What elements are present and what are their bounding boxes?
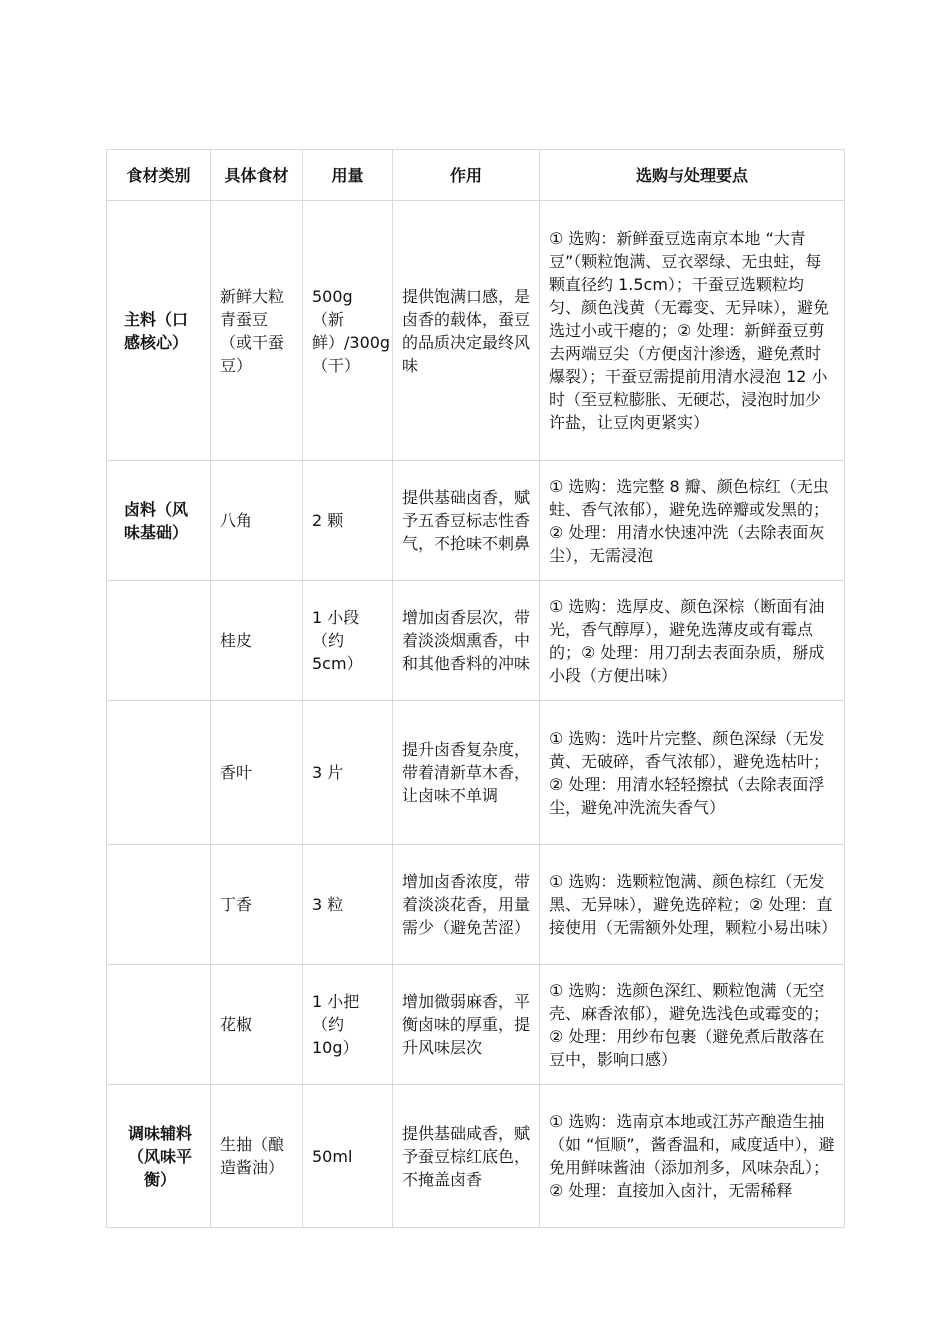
header-ingredient: 具体食材 xyxy=(211,150,303,201)
table-row xyxy=(107,965,845,1085)
tips-cell: ① 选购：选叶片完整、颜色深绿（无发黄、无破碎，香气浓郁），避免选枯叶；② 处理：用清水轻轻擦拭（去除表面浮尘，避免冲洗流失香气） xyxy=(540,701,845,845)
role-cell: 提供基础卤香，赋予五香豆标志性香气，不抢味不刺鼻 xyxy=(393,461,540,581)
amount-cell: 500g（新鲜）/300g（干） xyxy=(303,201,393,461)
role-cell: 提升卤香复杂度，带着清新草木香，让卤味不单调 xyxy=(393,701,540,845)
tips-cell: ① 选购：选厚皮、颜色深棕（断面有油光，香气醇厚），避免选薄皮或有霉点的；② 处理：用刀刮去表面杂质，掰成小段（方便出味） xyxy=(540,581,845,701)
amount-cell: 1 小把（约 10g） xyxy=(303,965,393,1085)
header-tips: 选购与处理要点 xyxy=(540,150,845,201)
table-row xyxy=(107,845,845,965)
amount-cell: 3 粒 xyxy=(303,845,393,965)
amount-cell: 2 颗 xyxy=(303,461,393,581)
table-row xyxy=(107,201,845,461)
table-header-row xyxy=(107,150,845,201)
category-cell xyxy=(107,701,211,845)
table-row xyxy=(107,581,845,701)
header-amount: 用量 xyxy=(303,150,393,201)
tips-cell: ① 选购：选南京本地或江苏产酿造生抽（如 “恒顺”，酱香温和，咸度适中），避免用鲜味酱油（添加剂多，风味杂乱）；② 处理：直接加入卤汁，无需稀释 xyxy=(540,1085,845,1228)
category-cell: 主料（口感核心） xyxy=(107,201,211,461)
ingredients-table xyxy=(106,149,845,1228)
category-cell xyxy=(107,581,211,701)
tips-cell: ① 选购：选颗粒饱满、颜色棕红（无发黑、无异味），避免选碎粒；② 处理：直接使用（无需额外处理，颗粒小易出味） xyxy=(540,845,845,965)
category-cell xyxy=(107,845,211,965)
category-cell xyxy=(107,965,211,1085)
amount-cell: 1 小段（约 5cm） xyxy=(303,581,393,701)
tips-cell: ① 选购：选颜色深红、颗粒饱满（无空壳、麻香浓郁），避免选浅色或霉变的；② 处理：用纱布包裹（避免煮后散落在豆中，影响口感） xyxy=(540,965,845,1085)
category-cell: 卤料（风味基础） xyxy=(107,461,211,581)
ingredient-cell: 新鲜大粒青蚕豆（或干蚕豆） xyxy=(211,201,303,461)
role-cell: 增加卤香层次，带着淡淡烟熏香，中和其他香料的冲味 xyxy=(393,581,540,701)
ingredient-cell: 桂皮 xyxy=(211,581,303,701)
amount-cell: 3 片 xyxy=(303,701,393,845)
role-cell: 提供饱满口感，是卤香的载体，蚕豆的品质决定最终风味 xyxy=(393,201,540,461)
category-cell: 调味辅料（风味平衡） xyxy=(107,1085,211,1228)
table-row xyxy=(107,461,845,581)
ingredient-cell: 花椒 xyxy=(211,965,303,1085)
table-row xyxy=(107,1085,845,1228)
role-cell: 增加微弱麻香，平衡卤味的厚重，提升风味层次 xyxy=(393,965,540,1085)
ingredient-cell: 生抽（酿造酱油） xyxy=(211,1085,303,1228)
ingredient-cell: 八角 xyxy=(211,461,303,581)
role-cell: 增加卤香浓度，带着淡淡花香，用量需少（避免苦涩） xyxy=(393,845,540,965)
ingredient-cell: 丁香 xyxy=(211,845,303,965)
tips-cell: ① 选购：新鲜蚕豆选南京本地 “大青豆”（颗粒饱满、豆衣翠绿、无虫蛀，每颗直径约 1.5cm）；干蚕豆选颗粒均匀、颜色浅黄（无霉变、无异味），避免选过小或干瘪的；② 处理：新鲜蚕豆剪去两端豆尖（方便卤汁渗透，避免煮时爆裂）；干蚕豆需提前用清水浸泡 12 小时（至豆粒膨胀、无硬芯，浸泡时加少许盐，让豆肉更紧实） xyxy=(540,201,845,461)
table-row xyxy=(107,701,845,845)
header-category: 食材类别 xyxy=(107,150,211,201)
amount-cell: 50ml xyxy=(303,1085,393,1228)
tips-cell: ① 选购：选完整 8 瓣、颜色棕红（无虫蛀、香气浓郁），避免选碎瓣或发黑的；② 处理：用清水快速冲洗（去除表面灰尘），无需浸泡 xyxy=(540,461,845,581)
role-cell: 提供基础咸香，赋予蚕豆棕红底色，不掩盖卤香 xyxy=(393,1085,540,1228)
ingredient-cell: 香叶 xyxy=(211,701,303,845)
header-role: 作用 xyxy=(393,150,540,201)
